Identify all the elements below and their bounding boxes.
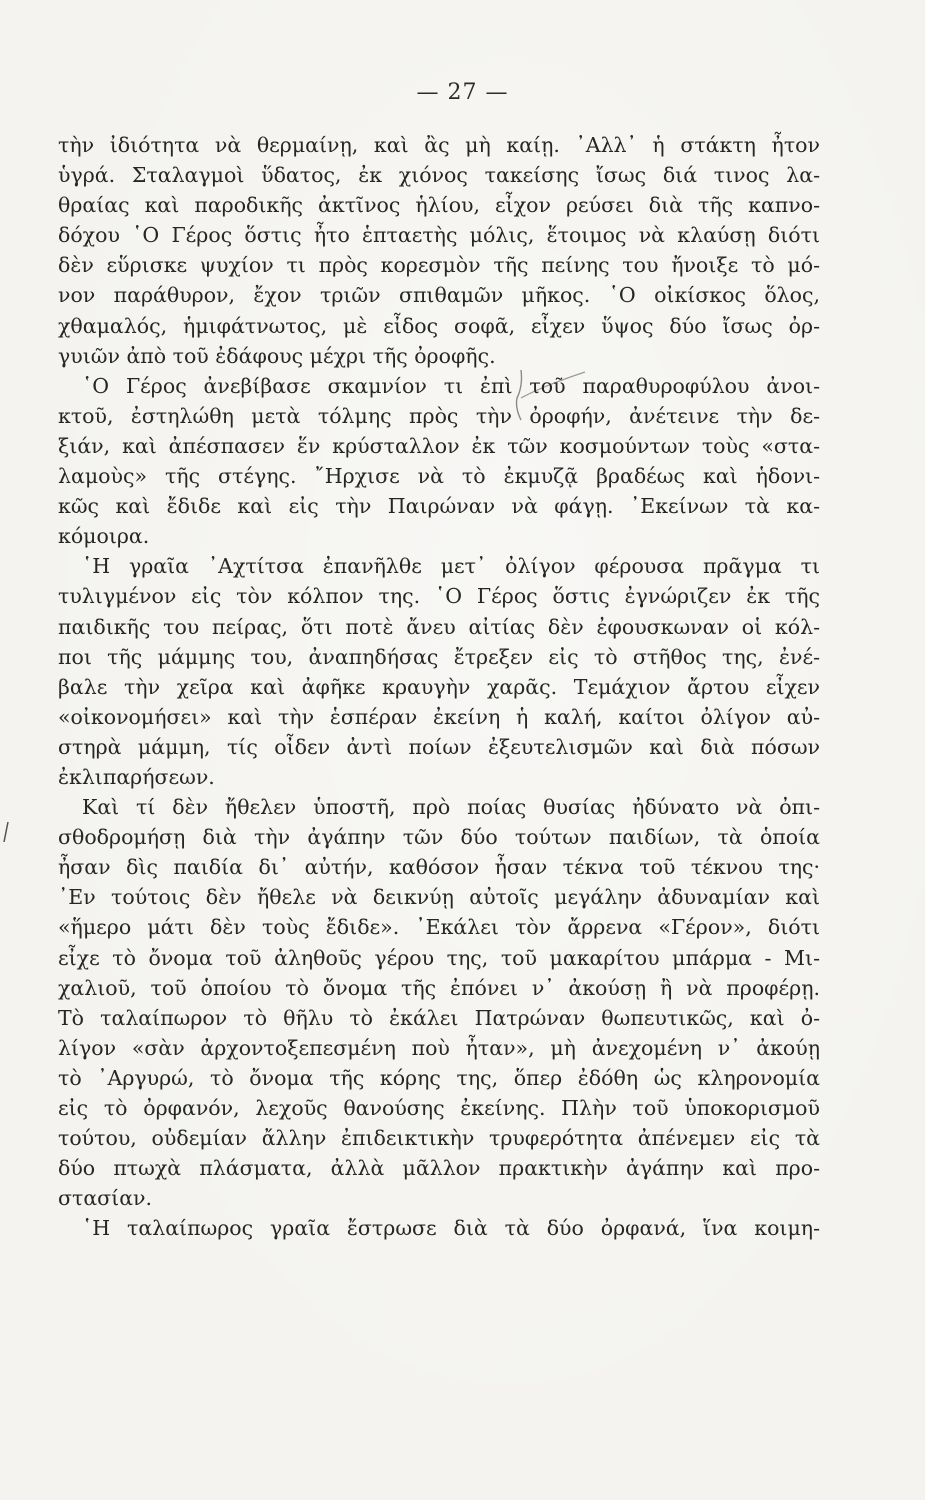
text-line: Τὸ ταλαίπωρον τὸ θῆλυ τὸ ἐκάλει Πατρώναν θωπευτικῶς, καὶ ὀ- bbox=[58, 1005, 820, 1030]
text-line: κῶς καὶ ἔδιδε καὶ εἰς τὴν Παιρώναν νὰ φάγῃ. ᾿Εκείνων τὰ κα- bbox=[58, 494, 820, 519]
text-line: «οἰκονομήσει» καὶ τὴν ἑσπέραν ἐκείνη ἡ καλή, καίτοι ὀλίγον αὐ- bbox=[58, 704, 820, 729]
text-line: χθαμαλός, ἡμιφάτνωτος, μὲ εἶδος σοφᾶ, εἶχεν ὕψος δύο ἴσως ὀρ- bbox=[58, 313, 820, 338]
text-line: ῾Η ταλαίπωρος γραῖα ἔστρωσε διὰ τὰ δύο ὀρφανά, ἵνα κοιμη- bbox=[82, 1216, 820, 1241]
text-line: στασίαν. bbox=[58, 1186, 153, 1211]
text-line: ποι τῆς μάμμης του, ἀναπηδήσας ἔτρεξεν εἰς τὸ στῆθος της, ἐνέ- bbox=[58, 644, 820, 669]
text-line: Καὶ τί δὲν ἤθελεν ὑποστῆ, πρὸ ποίας θυσίας ἠδύνατο νὰ ὀπι- bbox=[82, 795, 820, 820]
text-line: σθοδρομήσῃ διὰ τὴν ἀγάπην τῶν δύο τούτων παιδίων, τὰ ὁποία bbox=[58, 825, 820, 850]
text-line: ξιάν, καὶ ἀπέσπασεν ἕν κρύσταλλον ἐκ τῶν κοσμούντων τοὺς «στα- bbox=[58, 433, 820, 458]
text-line: χαλιοῦ, τοῦ ὁποίου τὸ ὄνομα τῆς ἐπόνει ν᾿ ἀκούσῃ ἢ νὰ προφέρῃ. bbox=[58, 975, 820, 1000]
page-number: — 27 — bbox=[416, 80, 509, 105]
text-line: στηρὰ μάμμη, τίς οἶδεν ἀντὶ ποίων ἐξευτελισμῶν καὶ διὰ πόσων bbox=[58, 734, 820, 759]
text-line: βαλε τὴν χεῖρα καὶ ἀφῆκε κραυγὴν χαρᾶς. Τεμάχιον ἄρτου εἶχεν bbox=[58, 674, 820, 699]
text-line: τὴν ἰδιότητα νὰ θερμαίνῃ, καὶ ἂς μὴ καίῃ. ᾿Αλλ᾿ ἡ στάκτη ἦτον bbox=[58, 133, 820, 157]
text-line: εἶχε τὸ ὄνομα τοῦ ἀληθοῦς γέρου της, τοῦ μακαρίτου μπάρμα - Μι- bbox=[58, 945, 820, 970]
text-line: κτοῦ, ἐστηλώθη μετὰ τόλμης πρὸς τὴν ὀροφήν, ἀνέτεινε τὴν δε- bbox=[58, 403, 820, 428]
text-line: ἐκλιπαρήσεων. bbox=[58, 764, 215, 789]
text-line: δύο πτωχὰ πλάσματα, ἀλλὰ μᾶλλον πρακτικὴν ἀγάπην καὶ προ- bbox=[58, 1156, 820, 1181]
text-line: θραίας καὶ παροδικῆς ἀκτῖνος ἡλίου, εἶχον ρεύσει διὰ τῆς καπνο- bbox=[58, 193, 820, 218]
text-line: νον παράθυρον, ἔχον τριῶν σπιθαμῶν μῆκος. ῾Ο οἰκίσκος ὅλος, bbox=[58, 283, 820, 308]
text-line: γυιῶν ἀπὸ τοῦ ἐδάφους μέχρι τῆς ὀροφῆς. bbox=[58, 343, 496, 368]
text-line: δὲν εὕρισκε ψυχίον τι πρὸς κορεσμὸν τῆς πείνης του ἤνοιξε τὸ μό- bbox=[58, 253, 820, 278]
text-line: κόμοιρα. bbox=[58, 524, 150, 549]
text-line: λαμοὺς» τῆς στέγης. ῎Ηρχισε νὰ τὸ ἐκμυζᾷ βραδέως καὶ ἡδονι- bbox=[58, 464, 820, 489]
text-line: ᾿Εν τούτοις δὲν ἤθελε νὰ δεικνύῃ αὐτοῖς μεγάλην ἀδυναμίαν καὶ bbox=[58, 885, 820, 910]
text-line: «ἥμερο μάτι δὲν τοὺς ἔδιδε». ᾿Εκάλει τὸν ἄρρενα «Γέρον», διότι bbox=[58, 915, 820, 940]
text-line: λίγον «σὰν ἀρχοντοξεπεσμένη ποὺ ἦταν», μὴ ἀνεχομένη ν᾿ ἀκούῃ bbox=[58, 1035, 820, 1060]
text-line: ὑγρά. Σταλαγμοὶ ὕδατος, ἐκ χιόνος τακείσης ἴσως διά τινος λα- bbox=[58, 163, 820, 188]
text-line: ῾Ο Γέρος ἀνεβίβασε σκαμνίον τι ἐπὶ τοῦ παραθυροφύλου ἀνοι- bbox=[82, 373, 820, 398]
text-line: εἰς τὸ ὀρφανόν, λεχοῦς θανούσης ἐκείνης. Πλὴν τοῦ ὑποκορισμοῦ bbox=[58, 1096, 820, 1120]
text-line: ἦσαν δὶς παιδία δι᾿ αὐτήν, καθόσον ἦσαν τέκνα τοῦ τέκνου της· bbox=[58, 855, 820, 880]
margin-mark-icon bbox=[2, 822, 10, 842]
text-line: παιδικῆς του πείρας, ὅτι ποτὲ ἄνευ αἰτίας δὲν ἐφουσκωναν οἱ κόλ- bbox=[58, 614, 820, 639]
text-line: τὸ ᾿Αργυρώ, τὸ ὄνομα τῆς κόρης της, ὅπερ ἐδόθη ὡς κληρονομία bbox=[58, 1065, 820, 1090]
text-line: τούτου, οὐδεμίαν ἄλλην ἐπιδεικτικὴν τρυφερότητα ἀπένεμεν εἰς τὰ bbox=[58, 1126, 820, 1151]
body-text bbox=[58, 130, 820, 1243]
text-line: ῾Η γραῖα ᾿Αχτίτσα ἐπανῆλθε μετ᾿ ὀλίγον φέρουσα πρᾶγμα τι bbox=[82, 554, 820, 579]
text-line: τυλιγμένον εἰς τὸν κόλπον της. ῾Ο Γέρος ὅστις ἐγνώριζεν ἐκ τῆς bbox=[58, 584, 820, 609]
text-line: δόχου ῾Ο Γέρος ὅστις ἦτο ἑπταετὴς μόλις, ἕτοιμος νὰ κλαύσῃ διότι bbox=[58, 223, 820, 248]
